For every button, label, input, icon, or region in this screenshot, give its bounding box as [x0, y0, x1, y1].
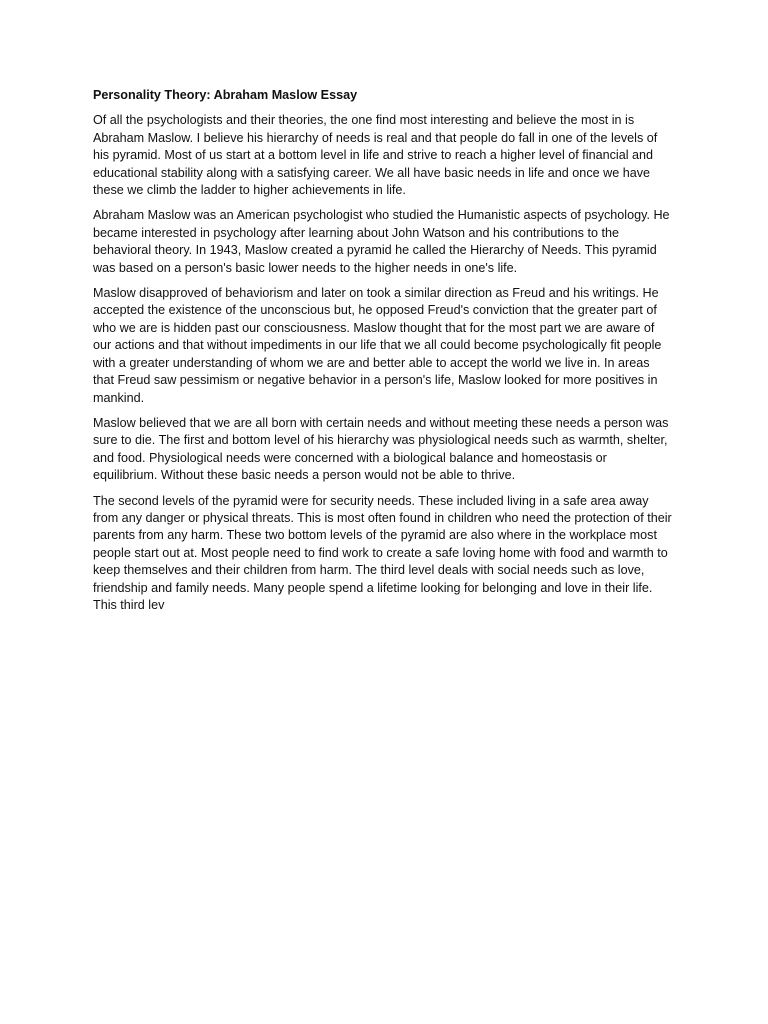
paragraph-5: The second levels of the pyramid were for security needs. These included living in a safe area away from any danger or physical threats. This is most often found in children who need the protection of their parents from any harm. These two bottom levels of the pyramid are also where in the workplace most people start out at. Most people need to find work to create a safe loving home with food and warmth to keep themselves and their children from harm. The third level deals with social needs such as love, friendship and family needs. Many people spend a lifetime looking for belonging and love in their life. This third lev — [93, 493, 672, 612]
paragraph-2: Abraham Maslow was an American psychologist who studied the Humanistic aspects of psychology. He became interested in psychology after learning about John Watson and his contributions to the behavioral theory. In 1943, Maslow created a pyramid he called the Hierarchy of Needs. This pyramid was based on a person's basic lower needs to the higher needs in one's life. — [93, 208, 670, 275]
document-body — [93, 87, 673, 622]
paragraph-3: Maslow disapproved of behaviorism and later on took a similar direction as Freud and his writings. He accepted the existence of the unconscious but, he opposed Freud's conviction that the greater part of who we are is hidden past our consciousness. Maslow thought that for the most part we are aware of our actions and that without impediments in our life that we all could become psychologically fit people with a greater understanding of whom we are and better able to accept the world we live in. In areas that Freud saw pessimism or negative behavior in a person's life, Maslow looked for more positives in mankind. — [93, 286, 662, 405]
paragraph-1: Of all the psychologists and their theories, the one find most interesting and believe the most in is Abraham Maslow. I believe his hierarchy of needs is real and that people do fall in one of the levels of his pyramid. Most of us start at a bottom level in life and strive to reach a higher level of financial and educational stability along with a satisfying career. We all have basic needs in life and once we have these we climb the ladder to higher achievements in life. — [93, 113, 658, 198]
paragraph-4: Maslow believed that we are all born with certain needs and without meeting these needs a person was sure to die. The first and bottom level of his hierarchy was physiological needs such as warmth, shelter, and food. Physiological needs were concerned with a biological balance and homeostasis or equilibrium. Without these basic needs a person would not be able to thrive. — [93, 415, 669, 483]
document-title: Personality Theory: Abraham Maslow Essay — [93, 88, 358, 102]
